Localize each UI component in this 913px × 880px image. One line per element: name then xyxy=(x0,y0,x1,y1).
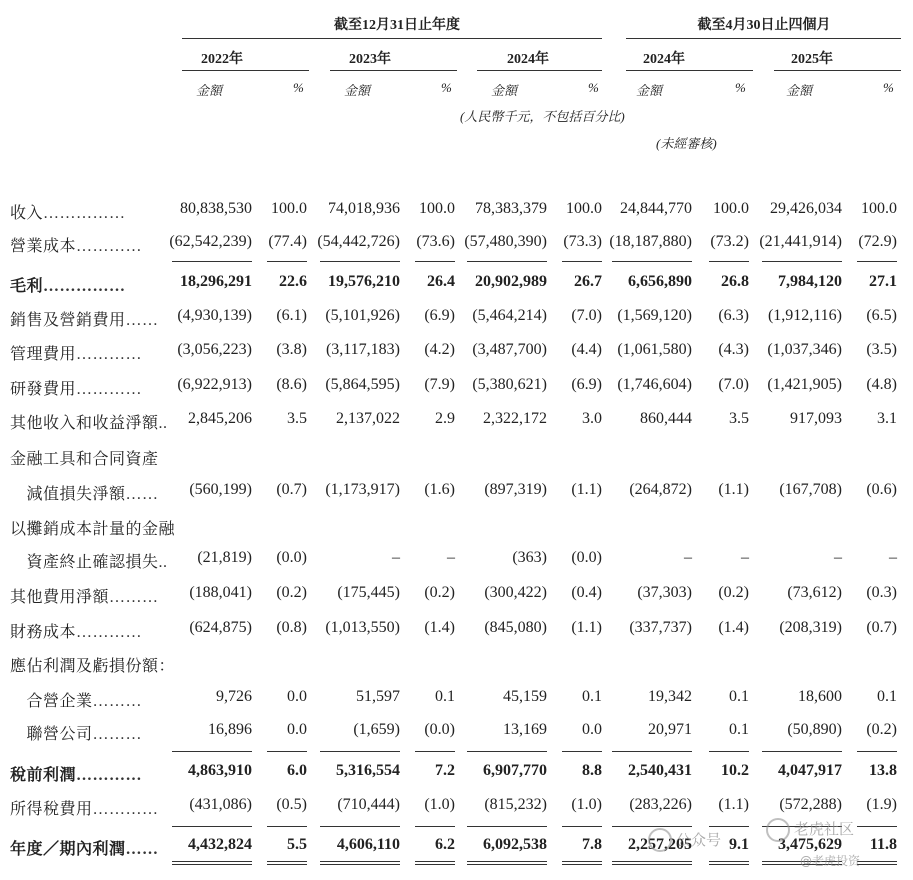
cell-amount: (283,226) xyxy=(629,796,692,813)
cell-percent: 27.1 xyxy=(869,273,897,290)
cell-percent: (3.5) xyxy=(866,341,897,358)
cell-percent: (1.0) xyxy=(424,796,455,813)
cell-amount: 2,322,172 xyxy=(483,410,547,427)
cell-amount: 2,137,022 xyxy=(336,410,400,427)
rule-total-double xyxy=(172,861,252,865)
rule-subtotal xyxy=(762,261,842,262)
cell-percent: (0.6) xyxy=(866,481,897,498)
cell-amount: (560,199) xyxy=(189,481,252,498)
cell-amount: 19,342 xyxy=(648,688,692,705)
rule-total-double xyxy=(267,861,307,865)
cell-amount: (5,101,926) xyxy=(325,307,400,324)
row-leader-dots: .. xyxy=(158,554,168,571)
cell-amount: (5,864,595) xyxy=(325,376,400,393)
rule-subtotal xyxy=(415,261,455,262)
row-leader-dots: ………… xyxy=(76,346,143,363)
row-leader-dots: …… xyxy=(125,312,159,329)
cell-percent: 2.9 xyxy=(435,410,455,427)
row-label-text: 管理費用 xyxy=(10,346,77,363)
rule-subtotal xyxy=(612,826,692,827)
cell-amount: (1,061,580) xyxy=(617,341,692,358)
cell-amount: (710,444) xyxy=(337,796,400,813)
rule-period xyxy=(774,70,901,71)
row-leader-dots: ………… xyxy=(76,238,143,255)
cell-percent: (8.6) xyxy=(276,376,307,393)
cell-percent: 100.0 xyxy=(861,200,897,217)
cell-percent: (1.4) xyxy=(718,619,749,636)
cell-percent: (0.2) xyxy=(718,584,749,601)
row-leader-dots: ………… xyxy=(76,624,143,641)
cell-amount: (3,117,183) xyxy=(325,341,400,358)
cell-percent: (0.4) xyxy=(571,584,602,601)
cell-percent: (1.1) xyxy=(718,481,749,498)
cell-amount: 4,863,910 xyxy=(188,762,252,779)
cell-amount: 5,316,554 xyxy=(336,762,400,779)
cell-percent: (0.0) xyxy=(424,721,455,738)
cell-percent: (73.2) xyxy=(710,233,749,250)
rule-total-double xyxy=(415,861,455,865)
cell-percent: 100.0 xyxy=(419,200,455,217)
cell-percent: 0.1 xyxy=(435,688,455,705)
cell-amount: 860,444 xyxy=(640,410,692,427)
rule-subtotal xyxy=(709,261,749,262)
unaudited-note: (未經審核) xyxy=(656,136,717,151)
cell-amount: 18,296,291 xyxy=(180,273,252,290)
row-label xyxy=(10,200,126,223)
cell-amount: 2,845,206 xyxy=(188,410,252,427)
cell-amount: 51,597 xyxy=(356,688,400,705)
cell-percent: (6.5) xyxy=(866,307,897,324)
rule-subtotal xyxy=(267,261,307,262)
row-label-text: 其他費用淨額 xyxy=(10,589,110,606)
period-header: 2023年 xyxy=(349,52,391,67)
row-leader-dots: ………… xyxy=(76,381,143,398)
row-label-text: 減值損失淨額 xyxy=(10,486,126,503)
cell-percent: 13.8 xyxy=(869,762,897,779)
rule-subtotal xyxy=(562,751,602,752)
period-header: 2022年 xyxy=(201,52,243,67)
rule-group-year xyxy=(182,38,602,39)
rule-subtotal xyxy=(612,261,692,262)
cell-amount: (1,037,346) xyxy=(767,341,842,358)
cell-percent: 3.1 xyxy=(877,410,897,427)
pct-header: % xyxy=(441,80,452,95)
rule-subtotal xyxy=(857,751,897,752)
row-leader-dots: …………… xyxy=(43,278,126,295)
rule-subtotal xyxy=(857,261,897,262)
cell-percent: (0.2) xyxy=(424,584,455,601)
rule-total-double xyxy=(562,861,602,865)
rule-subtotal xyxy=(562,261,602,262)
cell-amount: 6,656,890 xyxy=(628,273,692,290)
cell-percent: 7.2 xyxy=(435,762,455,779)
cell-amount: (1,746,604) xyxy=(617,376,692,393)
cell-percent: (4.8) xyxy=(866,376,897,393)
row-label-text: 收入 xyxy=(10,205,44,222)
cell-amount: (188,041) xyxy=(189,584,252,601)
cell-percent: 0.1 xyxy=(729,688,749,705)
cell-amount: 9,726 xyxy=(216,688,252,705)
amount-header: 金額 xyxy=(786,83,813,98)
rule-subtotal xyxy=(320,261,400,262)
cell-percent: 3.5 xyxy=(287,410,307,427)
amount-header: 金額 xyxy=(636,83,663,98)
rule-period xyxy=(330,70,457,71)
cell-percent: – xyxy=(889,549,897,566)
cell-percent: 0.1 xyxy=(582,688,602,705)
cell-amount: (624,875) xyxy=(189,619,252,636)
row-label-text: 稅前利潤 xyxy=(10,767,77,784)
cell-amount: (1,013,550) xyxy=(325,619,400,636)
cell-percent: (72.9) xyxy=(858,233,897,250)
cell-percent: 3.5 xyxy=(729,410,749,427)
row-label-text: 所得稅費用 xyxy=(10,801,93,818)
cell-amount: (5,464,214) xyxy=(472,307,547,324)
rule-subtotal xyxy=(709,751,749,752)
cell-percent: 6.2 xyxy=(435,836,455,853)
rule-period xyxy=(182,70,309,71)
cell-percent: 11.8 xyxy=(869,836,897,853)
cell-percent: (4.2) xyxy=(424,341,455,358)
row-leader-dots: …… xyxy=(125,486,159,503)
row-label xyxy=(10,273,126,296)
row-label-text: 營業成本 xyxy=(10,238,77,255)
cell-percent: (3.8) xyxy=(276,341,307,358)
cell-amount: (175,445) xyxy=(337,584,400,601)
rule-subtotal xyxy=(762,751,842,752)
cell-amount: (1,912,116) xyxy=(767,307,842,324)
cell-percent: 6.0 xyxy=(287,762,307,779)
cell-amount: 29,426,034 xyxy=(770,200,842,217)
row-label xyxy=(10,446,159,469)
cell-percent: (0.2) xyxy=(276,584,307,601)
pct-header: % xyxy=(883,80,894,95)
row-label xyxy=(10,516,175,539)
cell-amount: 45,159 xyxy=(503,688,547,705)
cell-percent: (0.0) xyxy=(276,549,307,566)
tiger-logo-icon xyxy=(766,818,790,842)
cell-percent: 0.1 xyxy=(877,688,897,705)
cell-amount: – xyxy=(392,549,400,566)
rule-subtotal xyxy=(267,826,307,827)
row-leader-dots: .. xyxy=(158,415,168,432)
cell-percent: (1.1) xyxy=(571,619,602,636)
row-leader-dots: ……… xyxy=(92,693,143,710)
cell-amount: (5,380,621) xyxy=(472,376,547,393)
cell-percent: 100.0 xyxy=(566,200,602,217)
cell-amount: (363) xyxy=(512,549,547,566)
cell-percent: (7.9) xyxy=(424,376,455,393)
cell-percent: (0.2) xyxy=(866,721,897,738)
cell-amount: 20,971 xyxy=(648,721,692,738)
cell-amount: 24,844,770 xyxy=(620,200,692,217)
cell-amount: (431,086) xyxy=(189,796,252,813)
row-leader-dots: ……… xyxy=(92,726,143,743)
pct-header: % xyxy=(735,80,746,95)
cell-amount: – xyxy=(684,549,692,566)
cell-percent: 100.0 xyxy=(271,200,307,217)
cell-percent: 26.4 xyxy=(427,273,455,290)
cell-amount: 78,383,379 xyxy=(475,200,547,217)
rule-subtotal xyxy=(415,826,455,827)
cell-percent: (0.8) xyxy=(276,619,307,636)
cell-percent: (73.3) xyxy=(563,233,602,250)
pct-header: % xyxy=(293,80,304,95)
cell-amount: (3,487,700) xyxy=(472,341,547,358)
cell-amount: 18,600 xyxy=(798,688,842,705)
watermark-text-1: 公众号 xyxy=(676,831,722,849)
cell-amount: (18,187,880) xyxy=(609,233,692,250)
rule-subtotal xyxy=(172,751,252,752)
cell-amount: 6,907,770 xyxy=(483,762,547,779)
cell-percent: (0.7) xyxy=(276,481,307,498)
cell-amount: (845,080) xyxy=(484,619,547,636)
cell-percent: (0.0) xyxy=(571,549,602,566)
cell-amount: (6,922,913) xyxy=(177,376,252,393)
row-label-text: 其他收入和收益淨額 xyxy=(10,415,159,432)
period-header: 2024年 xyxy=(643,52,685,67)
cell-amount: 19,576,210 xyxy=(328,273,400,290)
cell-amount: (208,319) xyxy=(779,619,842,636)
cell-percent: (1.9) xyxy=(866,796,897,813)
cell-percent: 8.8 xyxy=(582,762,602,779)
cell-amount: (300,422) xyxy=(484,584,547,601)
cell-amount: 13,169 xyxy=(503,721,547,738)
header-group-4m: 截至4月30日止四個月 xyxy=(697,18,831,33)
row-label-text: 財務成本 xyxy=(10,624,77,641)
cell-percent: 22.6 xyxy=(279,273,307,290)
cell-percent: 9.1 xyxy=(729,836,749,853)
cell-percent: (4.4) xyxy=(571,341,602,358)
row-leader-dots: ………… xyxy=(76,767,143,784)
rule-subtotal xyxy=(612,751,692,752)
row-label-text: 金融工具和合同資產 xyxy=(10,451,159,468)
rule-total-double xyxy=(320,861,400,865)
cell-percent: (1.0) xyxy=(571,796,602,813)
cell-amount: 3,475,629 xyxy=(778,836,842,853)
cell-amount: (57,480,390) xyxy=(464,233,547,250)
cell-amount: (21,819) xyxy=(197,549,252,566)
cell-amount: (572,288) xyxy=(779,796,842,813)
rule-period xyxy=(626,70,753,71)
cell-percent: (6.9) xyxy=(424,307,455,324)
cell-percent: 0.0 xyxy=(287,721,307,738)
cell-percent: 5.5 xyxy=(287,836,307,853)
period-header: 2024年 xyxy=(507,52,549,67)
rule-subtotal xyxy=(857,826,897,827)
cell-amount: (1,569,120) xyxy=(617,307,692,324)
row-label xyxy=(10,653,175,676)
cell-percent: – xyxy=(741,549,749,566)
cell-percent: (7.0) xyxy=(718,376,749,393)
cell-amount: (1,659) xyxy=(353,721,400,738)
rule-total-double xyxy=(709,861,749,865)
cell-percent: (7.0) xyxy=(571,307,602,324)
cell-amount: (264,872) xyxy=(629,481,692,498)
cell-amount: 74,018,936 xyxy=(328,200,400,217)
cell-amount: 2,257,205 xyxy=(628,836,692,853)
cell-percent: 26.8 xyxy=(721,273,749,290)
cell-percent: (1.6) xyxy=(424,481,455,498)
rule-subtotal xyxy=(172,826,252,827)
watermark-text-2: 老虎社区 xyxy=(794,820,855,838)
cell-percent: (6.9) xyxy=(571,376,602,393)
cell-percent: (0.5) xyxy=(276,796,307,813)
cell-percent: 0.0 xyxy=(287,688,307,705)
cell-amount: (21,441,914) xyxy=(759,233,842,250)
rule-period xyxy=(477,70,602,71)
cell-amount: 16,896 xyxy=(208,721,252,738)
amount-header: 金額 xyxy=(344,83,371,98)
cell-percent: (0.7) xyxy=(866,619,897,636)
amount-header: 金額 xyxy=(196,83,223,98)
cell-amount: 4,047,917 xyxy=(778,762,842,779)
cell-percent: (6.3) xyxy=(718,307,749,324)
cell-percent: 7.8 xyxy=(582,836,602,853)
period-header: 2025年 xyxy=(791,52,833,67)
cell-percent: 0.1 xyxy=(729,721,749,738)
cell-amount: (167,708) xyxy=(779,481,842,498)
cell-amount: (1,421,905) xyxy=(767,376,842,393)
rule-subtotal xyxy=(320,751,400,752)
cell-amount: – xyxy=(834,549,842,566)
cell-amount: (37,303) xyxy=(637,584,692,601)
cell-percent: – xyxy=(447,549,455,566)
pct-header: % xyxy=(588,80,599,95)
rule-subtotal xyxy=(709,826,749,827)
cell-amount: 2,540,431 xyxy=(628,762,692,779)
rule-subtotal xyxy=(172,261,252,262)
rule-subtotal xyxy=(467,261,547,262)
row-label-text: 研發費用 xyxy=(10,381,77,398)
cell-percent: (1.1) xyxy=(571,481,602,498)
rule-subtotal xyxy=(320,826,400,827)
watermark-text-3: @老虎投资 xyxy=(800,854,861,868)
cell-amount: 20,902,989 xyxy=(475,273,547,290)
rule-total-double xyxy=(612,861,692,865)
row-label-text: 合營企業 xyxy=(10,693,93,710)
rule-subtotal xyxy=(467,751,547,752)
wechat-icon xyxy=(648,828,672,852)
row-label-text: 聯營公司 xyxy=(10,726,93,743)
header-group-year: 截至12月31日止年度 xyxy=(334,18,460,33)
cell-percent: (4.3) xyxy=(718,341,749,358)
cell-amount: 4,432,824 xyxy=(188,836,252,853)
row-leader-dots: …………… xyxy=(43,205,126,222)
cell-percent: 10.2 xyxy=(721,762,749,779)
cell-amount: (815,232) xyxy=(484,796,547,813)
cell-percent: 3.0 xyxy=(582,410,602,427)
cell-amount: 7,984,120 xyxy=(778,273,842,290)
row-label-text: 應佔利潤及虧損份額： xyxy=(10,658,176,675)
cell-amount: 4,606,110 xyxy=(336,836,400,853)
cell-amount: 80,838,530 xyxy=(180,200,252,217)
cell-amount: (1,173,917) xyxy=(325,481,400,498)
rule-group-4m xyxy=(626,38,901,39)
rule-subtotal xyxy=(415,751,455,752)
cell-percent: 100.0 xyxy=(713,200,749,217)
row-label-text: 毛利 xyxy=(10,278,44,295)
cell-amount: (54,442,726) xyxy=(317,233,400,250)
amount-header: 金額 xyxy=(491,83,518,98)
cell-percent: (1.4) xyxy=(424,619,455,636)
rule-total-double xyxy=(857,861,897,865)
row-label-text: 以攤銷成本計量的金融 xyxy=(10,521,176,538)
cell-percent: (77.4) xyxy=(268,233,307,250)
cell-amount: (73,612) xyxy=(787,584,842,601)
cell-amount: (3,056,223) xyxy=(177,341,252,358)
cell-percent: 0.0 xyxy=(582,721,602,738)
row-label-text: 銷售及營銷費用 xyxy=(10,312,126,329)
row-label-text: 資產終止確認損失 xyxy=(10,554,159,571)
row-leader-dots: …… xyxy=(125,841,159,858)
rule-total-double xyxy=(467,861,547,865)
row-label-text: 年度／期內利潤 xyxy=(10,841,126,858)
cell-percent: (6.1) xyxy=(276,307,307,324)
rule-subtotal xyxy=(562,826,602,827)
row-leader-dots: ……… xyxy=(109,589,159,606)
cell-amount: (897,319) xyxy=(484,481,547,498)
cell-amount: (62,542,239) xyxy=(169,233,252,250)
cell-percent: (0.3) xyxy=(866,584,897,601)
cell-amount: 917,093 xyxy=(790,410,842,427)
row-leader-dots: ………… xyxy=(92,801,159,818)
cell-amount: 6,092,538 xyxy=(483,836,547,853)
cell-percent: 26.7 xyxy=(574,273,602,290)
cell-amount: (337,737) xyxy=(629,619,692,636)
cell-amount: (4,930,139) xyxy=(177,307,252,324)
rule-subtotal xyxy=(267,751,307,752)
unit-note: (人民幣千元，不包括百分比) xyxy=(460,109,625,124)
cell-percent: (73.6) xyxy=(416,233,455,250)
cell-percent: (1.1) xyxy=(718,796,749,813)
rule-subtotal xyxy=(467,826,547,827)
cell-amount: (50,890) xyxy=(787,721,842,738)
